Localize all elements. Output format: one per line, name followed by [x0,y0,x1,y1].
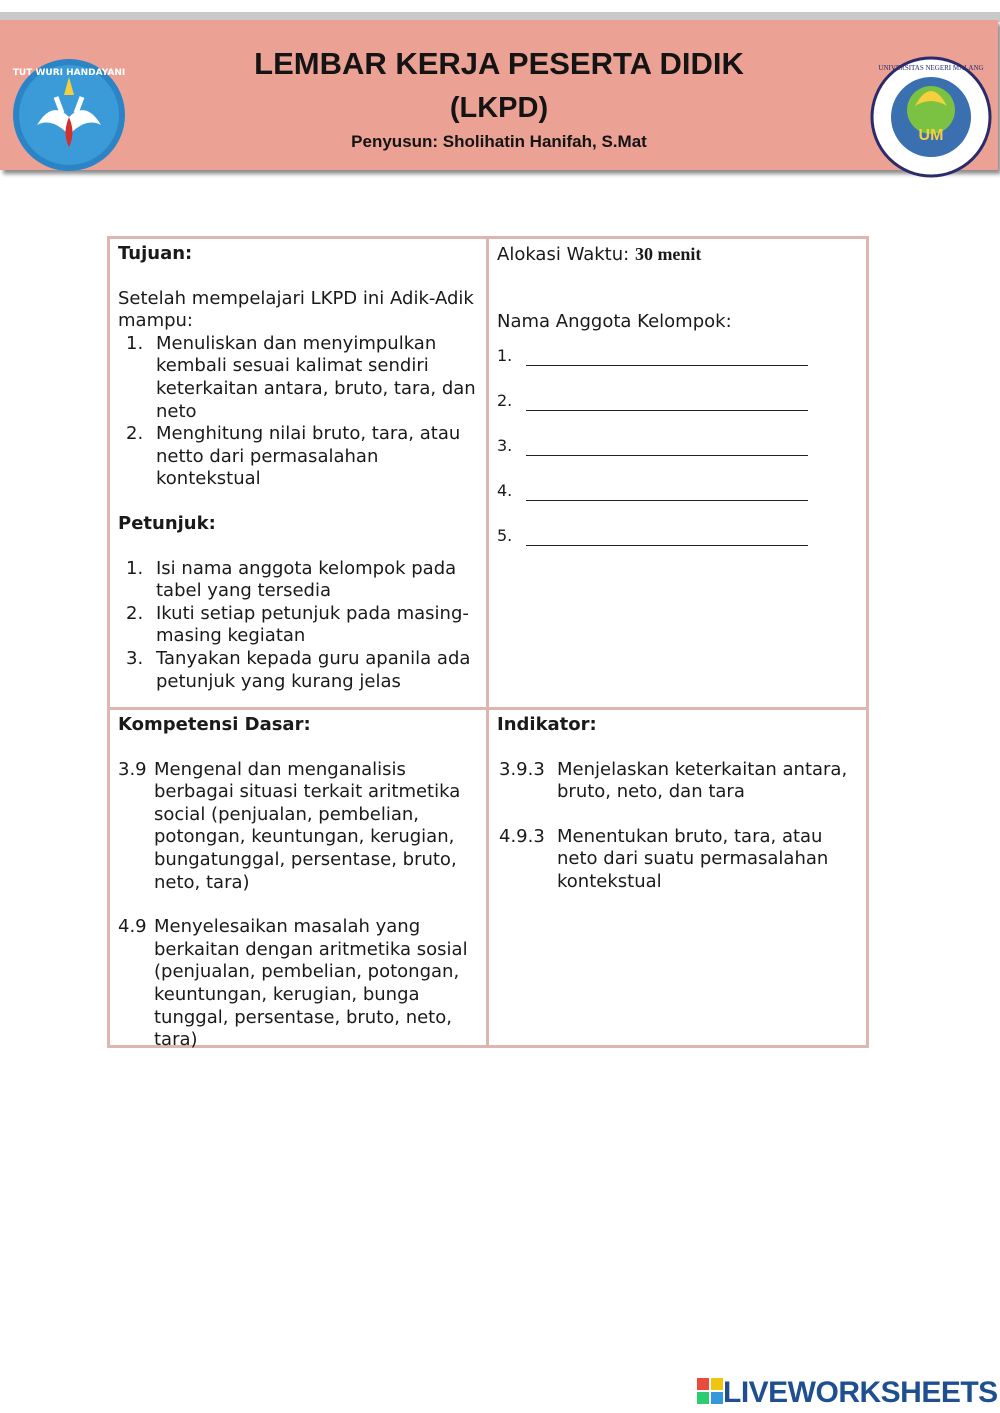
indikator-heading: Indikator: [497,714,597,735]
alokasi-anggota-cell [486,236,869,710]
logo-left-text: TUT WURI HANDAYANI [12,68,126,78]
list-item: 3.9.3 Menjelaskan keterkaitan antara, bruto, neto, dan tara [499,758,848,803]
indikator-cell [486,707,869,1048]
logo-right-abbr: UM [918,127,944,144]
member-slot[interactable]: 2. [497,382,858,427]
tujuan-petunjuk-cell [107,236,489,710]
watermark-text: LIVEWORKSHEETS [723,1376,998,1409]
member-slot[interactable]: 1. [497,337,858,382]
lkpd-info-table [107,236,869,1051]
liveworksheets-watermark[interactable] [697,1374,998,1412]
tujuan-list [118,333,478,491]
petunjuk-heading: Petunjuk: [118,512,216,534]
member-name-field[interactable] [526,365,808,366]
list-item: 2. Ikuti setiap petunjuk pada masing-masing kegiatan [126,602,469,647]
header-banner [0,20,998,170]
member-slot[interactable]: 3. [497,427,858,472]
list-item: 3. Tanyakan kepada guru apanila ada petunjuk yang kurang jelas [126,647,471,692]
anggota-heading: Nama Anggota Kelompok: [497,310,732,332]
alokasi-waktu [497,243,858,267]
liveworksheets-logo-icon [697,1378,723,1408]
author-line: Penyusun: Sholihatin Hanifah, S.Mat [351,132,647,151]
member-name-field[interactable] [526,410,808,411]
member-name-field[interactable] [526,545,808,546]
page-subtitle: (LKPD) [449,92,549,124]
page-title: LEMBAR KERJA PESERTA DIDIK [254,46,744,81]
alokasi-label: Alokasi Waktu: [497,244,630,265]
list-item: 4.9.3 Menentukan bruto, tara, atau neto dari suatu permasalahan kontekstual [499,825,829,892]
list-item: 1. Menuliskan dan menyimpulkan kembali sesuai kalimat sendiri keterkaitan antara, bruto, tara, dan neto [126,332,476,422]
member-name-field[interactable] [526,500,808,501]
logo-right-text: UNIVERSITAS NEGERI MALANG [878,64,984,72]
alokasi-value: 30 menit [634,244,702,264]
tujuan-intro: Setelah mempelajari LKPD ini Adik-Adik mampu: [118,287,474,332]
member-slot[interactable]: 5. [497,517,858,562]
list-item: 2. Menghitung nilai bruto, tara, atau netto dari permasalahan kontekstual [126,423,461,490]
kompetensi-heading: Kompetensi Dasar: [118,714,311,735]
list-item: 4.9 Menyelesaikan masalah yang berkaitan dengan aritmetika sosial (penjualan, pembelian, potongan, keuntungan, kerugian, bunga tunggal, persentase, bruto, neto, tara) [118,916,468,1051]
member-name-field[interactable] [526,455,808,456]
list-item: 1. Isi nama anggota kelompok pada tabel yang tersedia [126,557,457,602]
tujuan-heading: Tujuan: [118,243,193,264]
member-slot[interactable]: 4. [497,472,858,517]
universitas-negeri-malang-logo-icon [870,56,992,178]
kompetensi-dasar-cell [107,707,489,1051]
petunjuk-list [118,558,478,694]
list-item: 3.9 Mengenal dan menganalisis berbagai situasi terkait aritmetika social (penjualan, pembelian, potongan, keuntungan, kerugian, bungatunggal, persentase, bruto, neto, tara) [118,758,461,893]
